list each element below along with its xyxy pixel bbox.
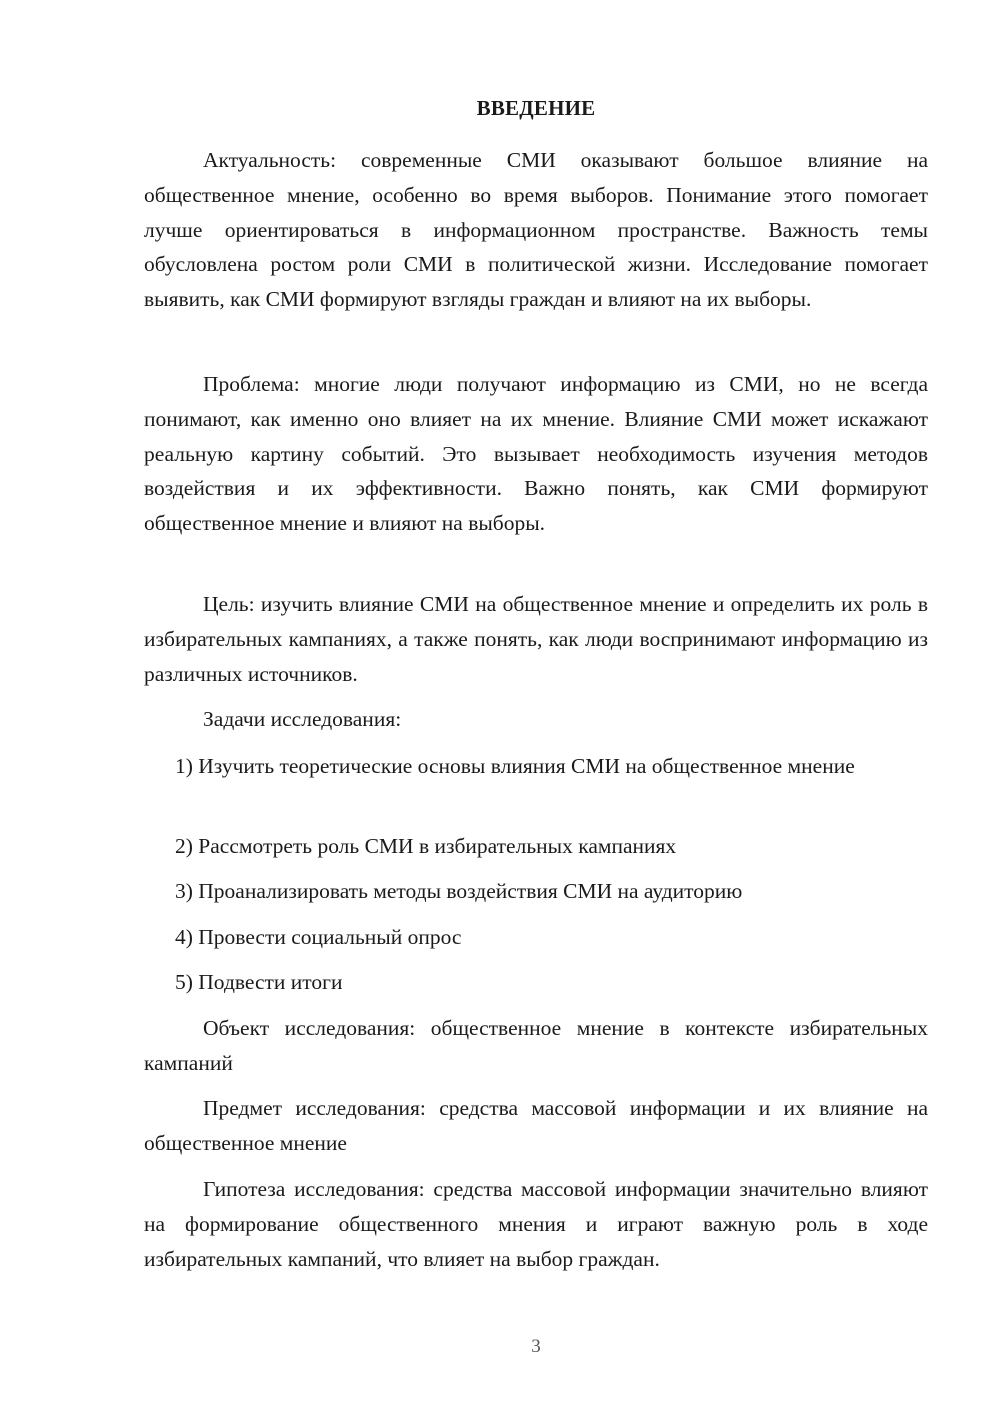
object-paragraph: Объект исследования: общественное мнение в контексте избирательных кампаний — [144, 1016, 928, 1075]
section-title: ВВЕДЕНИЕ — [476, 96, 596, 120]
subject-paragraph: Предмет исследования: средства массовой информации и их влияние на общественное мнение — [144, 1096, 928, 1155]
task-item-5: 5) Подвести итоги — [175, 970, 343, 994]
task-item-3: 3) Проанализировать методы воздействия СМИ на аудиторию — [175, 879, 743, 903]
goal-paragraph: Цель: изучить влияние СМИ на общественное мнение и определить их роль в избирательных кампаниях, а также понять, как люди воспринимают информацию из различных источников. — [144, 592, 928, 686]
task-item-1: 1) Изучить теоретические основы влияния СМИ на общественное мнение — [175, 754, 855, 778]
page-number: 3 — [531, 1336, 541, 1357]
problem-paragraph: Проблема: многие люди получают информацию из СМИ, но не всегда понимают, как именно оно влияет на их мнение. Влияние СМИ может искажают реальную картину событий. Это вызывает необходимость изучения методов воздействия и их эффективности. Важно понять, как СМИ формируют общественное мнение и влияют на выборы. — [144, 372, 928, 536]
task-item-2: 2) Рассмотреть роль СМИ в избирательных кампаниях — [175, 834, 677, 858]
relevance-paragraph: Актуальность: современные СМИ оказывают большое влияние на общественное мнение, особенно во время выборов. Понимание этого помогает лучше ориентироваться в информационном пространстве. Важность темы обусловлена ростом роли СМИ в политической жизни. Исследование помогает выявить, как СМИ формируют взгляды граждан и влияют на их выборы. — [144, 148, 928, 312]
hypothesis-paragraph: Гипотеза исследования: средства массовой информации значительно влияют на формирование общественного мнения и играют важную роль в ходе избирательных кампаний, что влияет на выбор граждан. — [144, 1177, 928, 1271]
task-item-4: 4) Провести социальный опрос — [175, 925, 462, 949]
tasks-heading: Задачи исследования: — [203, 707, 402, 731]
